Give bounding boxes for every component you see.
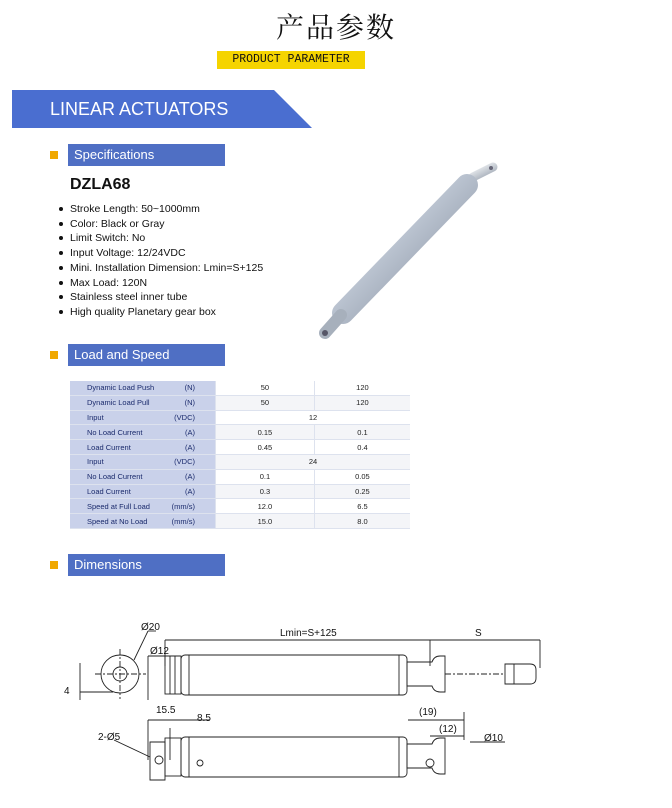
row-label: Load Current [87,486,131,496]
table-row [70,484,410,499]
spec-item: Stroke Length: 50~1000mm [58,202,263,217]
section-dimensions [50,554,225,576]
banner-title: LINEAR ACTUATORS [50,99,229,119]
dim-hole: 2-Ø5 [98,732,121,743]
spec-list [58,202,263,320]
row-unit: (A) [185,442,195,452]
dim-s: S [475,628,482,639]
table-row [70,469,410,484]
table-row [70,425,410,440]
row-unit: (VDC) [174,412,195,422]
cell-value: 0.1 [314,425,410,440]
row-unit: (VDC) [174,457,195,467]
row-unit: (N) [184,383,195,393]
row-label: Input [87,412,104,422]
cell-value: 50 [216,395,315,410]
section-bullet-icon [50,351,58,359]
row-label: Dynamic Load Pull [87,398,150,408]
cell-value: 8.0 [314,514,410,529]
cell-value: 120 [314,395,410,410]
dim-d20: Ø20 [141,622,160,633]
table-row [70,454,410,469]
dim-19: (19) [419,707,437,718]
section-label: Load and Speed [74,347,170,362]
table-row [70,381,410,395]
end-view [80,631,156,700]
spec-item: Mini. Installation Dimension: Lmin=S+125 [58,261,263,276]
table-row [70,499,410,514]
cell-value: 0.3 [216,484,315,499]
dim-lmin: Lmin=S+125 [280,628,337,639]
spec-item: Input Voltage: 12/24VDC [58,246,263,261]
section-bullet-icon [50,561,58,569]
side-view-bottom [114,712,505,780]
spec-item: Limit Switch: No [58,231,263,246]
cell-value: 0.05 [314,469,410,484]
cell-value: 0.1 [216,469,315,484]
cell-value: 120 [314,381,410,395]
cell-value: 0.25 [314,484,410,499]
row-unit: (mm/s) [171,501,195,511]
spec-item: Max Load: 120N [58,276,263,291]
dim-12b: (12) [439,724,457,735]
table-row [70,440,410,455]
page-title: 产品参数 [275,12,396,43]
dim-4: 4 [64,686,70,697]
cell-value: 0.45 [216,440,315,455]
spec-item: Color: Black or Gray [58,217,263,232]
section-label: Dimensions [74,557,142,572]
cell-value: 15.0 [216,514,315,529]
section-bullet-icon [50,151,58,159]
cell-value: 12 [216,410,411,425]
spec-item: Stainless steel inner tube [58,290,263,305]
section-specifications [50,144,225,166]
cell-value: 50 [216,381,315,395]
row-unit: (N) [184,398,195,408]
row-unit: (A) [185,427,195,437]
table-row [70,514,410,529]
row-unit: (mm/s) [171,516,195,526]
row-label: Load Current [87,442,131,452]
row-label: Input [87,457,104,467]
row-unit: (A) [185,486,195,496]
actuator-product-image [305,155,515,345]
row-unit: (A) [185,472,195,482]
side-view-top [148,640,540,700]
page-subtitle: PRODUCT PARAMETER [232,53,350,66]
row-label: Speed at Full Load [87,501,150,511]
section-load-speed [50,344,225,366]
cell-value: 0.15 [216,425,315,440]
cell-value: 0.4 [314,440,410,455]
spec-item: High quality Planetary gear box [58,305,263,320]
cell-value: 12.0 [216,499,315,514]
dim-8-5: 8.5 [197,713,211,724]
cell-value: 6.5 [314,499,410,514]
dim-d10: Ø10 [484,733,503,744]
table-row [70,395,410,410]
dim-15-5: 15.5 [156,705,176,716]
table-row [70,410,410,425]
model-name: DZLA68 [70,176,131,193]
load-speed-table [70,381,410,529]
row-label: Dynamic Load Push [87,383,155,393]
row-label: No Load Current [87,427,143,437]
row-label: Speed at No Load [87,516,148,526]
dim-d12: Ø12 [150,646,169,657]
row-label: No Load Current [87,472,143,482]
cell-value: 24 [216,454,411,469]
section-label: Specifications [74,147,155,162]
dimension-drawing [0,600,672,808]
